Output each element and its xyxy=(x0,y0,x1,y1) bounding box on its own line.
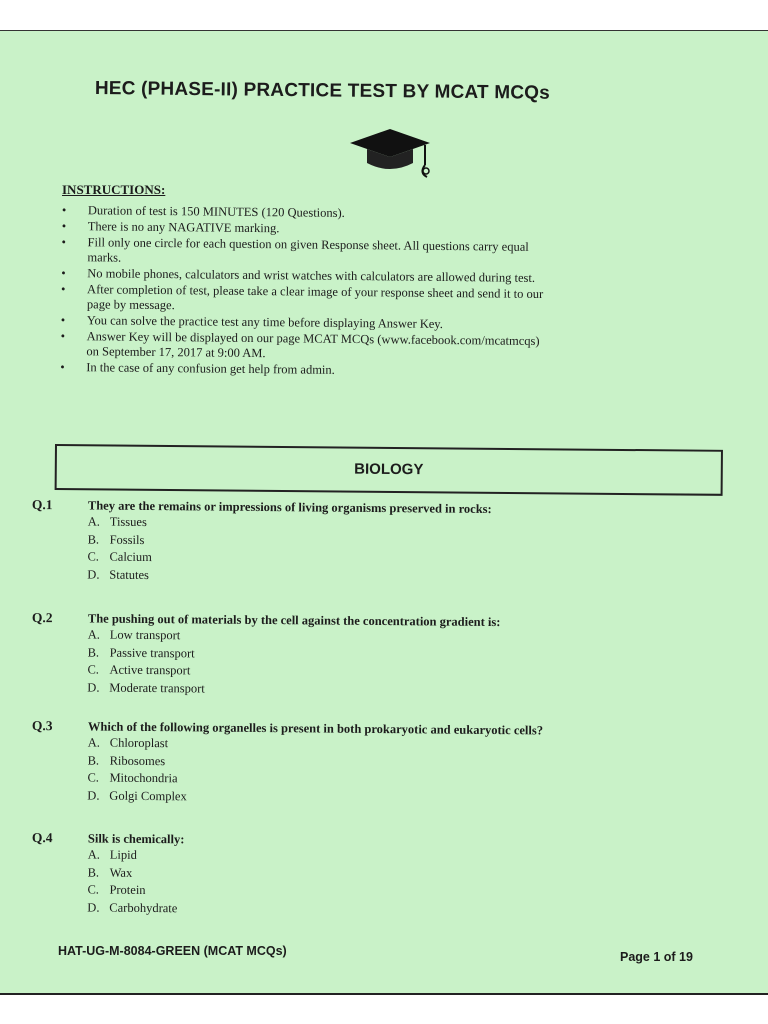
question-number: Q.1 xyxy=(31,497,53,513)
instruction-text-cont: page by message. xyxy=(86,297,175,313)
instruction-text: Fill only one circle for each question on given Response sheet. All questions carry equal xyxy=(87,235,529,254)
question-2 xyxy=(31,610,712,702)
question-text: The pushing out of materials by the cell against the concentration gradient is: xyxy=(87,611,501,630)
instructions-list xyxy=(60,203,712,383)
option: C. Active transport xyxy=(87,662,191,678)
instructions-heading: INSTRUCTIONS: xyxy=(62,182,166,197)
question-4 xyxy=(31,830,712,922)
instruction-text: In the case of any confusion get help from admin. xyxy=(86,360,335,377)
option: A. Chloroplast xyxy=(87,735,169,751)
option: A. Lipid xyxy=(87,847,137,862)
section-header xyxy=(55,444,723,496)
option: C. Calcium xyxy=(87,549,152,565)
question-text: Silk is chemically: xyxy=(87,831,185,847)
instruction-item: • There is no any NAGATIVE marking. xyxy=(61,218,280,236)
instruction-item: • After completion of test, please take a clear image of your response sheet and send it to our page by message. xyxy=(61,282,711,319)
question-1 xyxy=(31,497,712,589)
option: D. Golgi Complex xyxy=(87,787,187,803)
instruction-text: You can solve the practice test any time before displaying Answer Key. xyxy=(86,313,443,331)
option: B. Ribosomes xyxy=(87,752,166,768)
option: D. Moderate transport xyxy=(87,679,205,696)
instruction-text: No mobile phones, calculators and wrist watches with calculators are allowed during test. xyxy=(87,266,536,285)
option: D. Carbohydrate xyxy=(87,899,178,915)
question-number: Q.3 xyxy=(31,718,53,734)
instruction-text-cont: on September 17, 2017 at 9:00 AM. xyxy=(86,344,266,361)
option: A. Low transport xyxy=(87,627,181,643)
instruction-item: • You can solve the practice test any time before displaying Answer Key. xyxy=(60,312,443,331)
question-number: Q.2 xyxy=(31,610,53,626)
option: B. Wax xyxy=(87,864,133,880)
option: B. Passive transport xyxy=(87,644,195,660)
instruction-item: • In the case of any confusion get help from admin. xyxy=(60,359,335,377)
option: A. Tissues xyxy=(87,514,147,530)
question-text: They are the remains or impressions of living organisms preserved in rocks: xyxy=(87,498,492,517)
instruction-item: • Answer Key will be displayed on our page MCAT MCQs (www.facebook.com/mcatmcqs) on September 17, 2017 at 9:00 AM. xyxy=(60,329,710,366)
question-3 xyxy=(31,718,712,810)
page-title: HEC (PHASE-II) PRACTICE TEST BY MCAT MCQs xyxy=(94,78,551,104)
instruction-item: • Duration of test is 150 MINUTES (120 Questions). xyxy=(61,203,345,220)
instruction-text-cont: marks. xyxy=(87,250,122,265)
option: C. Mitochondria xyxy=(87,770,178,786)
question-text: Which of the following organelles is present in both prokaryotic and eukaryotic cells? xyxy=(87,719,544,738)
section-title: BIOLOGY xyxy=(354,460,424,479)
document-code: HAT-UG-M-8084-GREEN (MCAT MCQs) xyxy=(58,944,287,958)
instruction-item: • Fill only one circle for each question on given Response sheet. All questions carry equal marks. xyxy=(61,235,711,272)
instruction-text: Duration of test is 150 MINUTES (120 Questions). xyxy=(87,203,345,220)
instruction-item: • No mobile phones, calculators and wrist watches with calculators are allowed during test. xyxy=(61,265,536,285)
option: B. Fossils xyxy=(87,531,145,547)
instruction-text: There is no any NAGATIVE marking. xyxy=(87,219,280,236)
option: C. Protein xyxy=(87,882,146,897)
instruction-text: After completion of test, please take a clear image of your response sheet and send it to our xyxy=(87,282,544,302)
instruction-text: Answer Key will be displayed on our page MCAT MCQs (www.facebook.com/mcatmcqs) xyxy=(86,329,540,349)
page-number: Page 1 of 19 xyxy=(620,950,693,964)
question-number: Q.4 xyxy=(31,830,53,846)
option: D. Statutes xyxy=(87,566,149,582)
graduation-cap-icon xyxy=(345,125,435,180)
